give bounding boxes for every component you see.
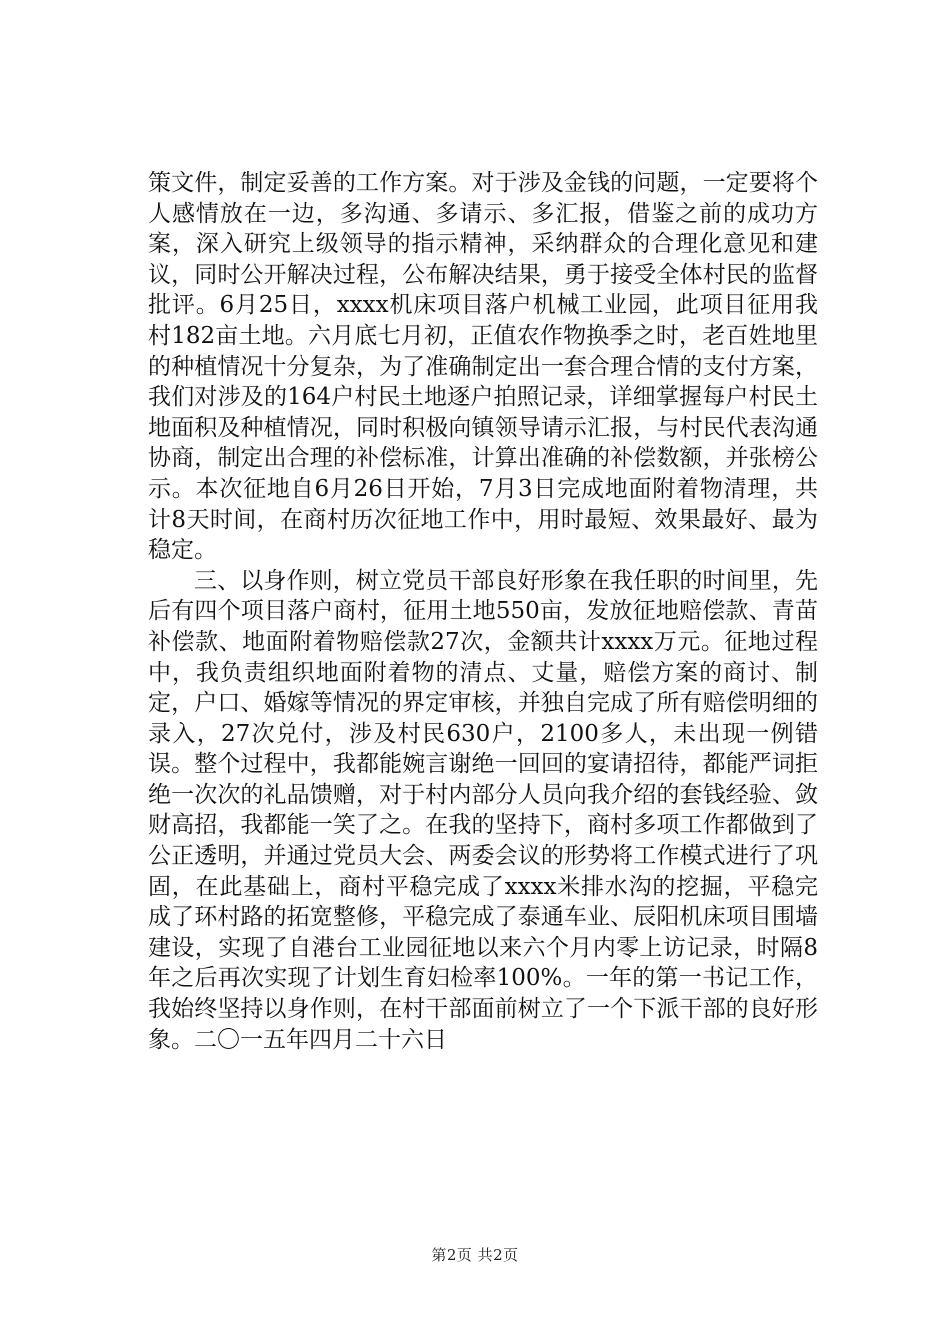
paragraph-2: 三、以身作则，树立党员干部良好形象在我任职的时间里，先后有四个项目落户商村，征用土地550亩，发放征地赔偿款、青苗补偿款、地面附着物赔偿款27次，金额共计xxxx万元。征地过程中，我负责组织地面附着物的清点、丈量，赔偿方案的商讨、制定，户口、婚嫁等情况的界定审核，并独自完成了所有赔偿明细的录入，27次兑付，涉及村民630户，2100多人，未出现一例错误。整个过程中，我都能婉言谢绝一回回的宴请招待，都能严词拒绝一次次的礼品馈赠，对于村内部分人员向我介绍的套钱经验、敛财高招，我都能一笑了之。在我的坚持下，商村多项工作都做到了公正透明，并通过党员大会、两委会议的形势将工作模式进行了巩固，在此基础上，商村平稳完成了xxxx米排水沟的挖掘，平稳完成了环村路的拓宽整修，平稳完成了泰通车业、辰阳机床项目围墙建设，实现了自港台工业园征地以来六个月内零上访记录，时隔8年之后再次实现了计划生育妇检率100%。一年的第一书记工作，我始终坚持以身作则，在村干部面前树立了一个下派干部的良好形象。二〇一五年四月二十六日 — [148, 567, 818, 1053]
page-footer: 第2页 共2页 — [431, 1246, 519, 1264]
paragraph-1: 策文件，制定妥善的工作方案。对于涉及金钱的问题，一定要将个人感情放在一边，多沟通、多请示、多汇报，借鉴之前的成功方案，深入研究上级领导的指示精神，采纳群众的合理化意见和建议，同时公开解决过程，公布解决结果，勇于接受全体村民的监督批评。6月25日，xxxx机床项目落户机械工业园，此项目征用我村182亩土地。六月底七月初，正值农作物换季之时，老百姓地里的种植情况十分复杂，为了准确制定出一套合理合情的支付方案，我们对涉及的164户村民土地逐户拍照记录，详细掌握每户村民土地面积及种植情况，同时积极向镇领导请示汇报，与村民代表沟通协商，制定出合理的补偿标准，计算出准确的补偿数额，并张榜公示。本次征地自6月26日开始，7月3日完成地面附着物清理，共计8天时间，在商村历次征地工作中，用时最短、效果最好、最为稳定。 — [148, 170, 818, 564]
document-body — [148, 168, 818, 1055]
